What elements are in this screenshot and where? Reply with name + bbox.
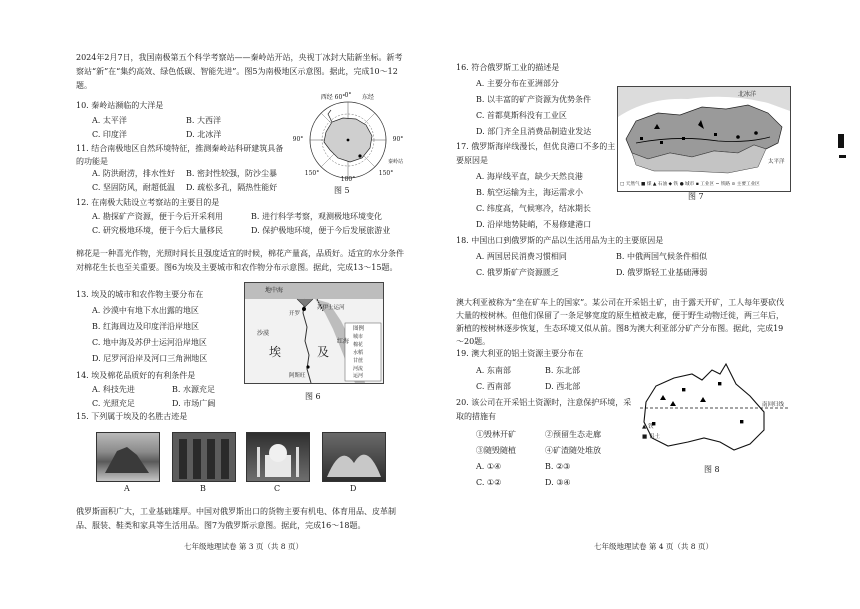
q16-opt-c[interactable]: C. 首都莫斯科没有工业区 xyxy=(476,111,567,120)
fig6-legend-cotton: 棉花 xyxy=(353,342,364,348)
fig6-legend-canal: 运河 xyxy=(353,373,364,379)
q20-item-3: ③随毁随植 xyxy=(476,446,516,455)
fig6-legend-river: 河流 xyxy=(353,366,364,372)
photo-a-shape xyxy=(97,433,159,481)
q13-opt-d[interactable]: D. 尼罗河沿岸及河口三角洲地区 xyxy=(92,354,208,363)
q19-opt-d[interactable]: D. 西北部 xyxy=(545,382,581,391)
q14-opt-b[interactable]: B. 水源充足 xyxy=(172,385,215,394)
fig5-label-180: 180° xyxy=(340,176,356,183)
q12-opt-d[interactable]: D. 保护极地环境，便于今后发展旅游业 xyxy=(251,226,391,235)
photo-b-shape xyxy=(173,433,235,481)
q17-stem: 17. 俄罗斯海岸线漫长，但优良港口不多的主要原因是 xyxy=(456,142,616,165)
q11-opt-a[interactable]: A. 防洪耐涝，排水性好 xyxy=(92,169,175,178)
q15-photo-d[interactable] xyxy=(322,432,386,482)
q17-opt-c[interactable]: C. 纬度高，气候寒冷，结冰期长 xyxy=(476,204,591,213)
fig5-label-w60: 西经 60° xyxy=(320,94,346,101)
fig6-caption: 图 6 xyxy=(305,392,321,401)
fig6-red-sea: 红海 xyxy=(337,338,350,345)
intro-australia: 澳大利亚被称为“坐在矿车上的国家”。某公司在开采铝土矿，由于露天开矿，工人每年要砍伐大量的桉树林。但他们保留了一条足够宽度的原生植被走廊，便于野生动物迁徙，两三年后，新植的桉树林逐步恢复，生态环境又似从前。图8为澳大利亚部分矿产分布图。据此，完成19～20题。 xyxy=(456,298,785,346)
intro-russia: 俄罗斯面积广大，工业基础雄厚。中国对俄罗斯出口的货物主要有机电、体育用品、皮革制品、服装、鞋类和家具等生活用品。图7为俄罗斯示意图。据此，完成16～18题。 xyxy=(76,507,396,530)
q13-opt-b[interactable]: B. 红海周边及印度洋沿岸地区 xyxy=(92,322,199,331)
figure-8-australia-map xyxy=(640,360,790,460)
edge-mark-2 xyxy=(839,155,846,158)
fig5-label-station: 秦岭站 xyxy=(387,159,403,165)
fig5-label-90e: 90° xyxy=(392,136,404,143)
q15-stem: 15. 下列属于埃及的名胜古迹是 xyxy=(76,412,188,421)
q20-opt-d[interactable]: D. ③④ xyxy=(545,478,571,487)
q16-opt-a[interactable]: A. 主要分布在亚洲部分 xyxy=(476,79,559,88)
q12-opt-b[interactable]: B. 进行科学考察，观测极地环境变化 xyxy=(251,212,382,221)
fig6-ji: 及 xyxy=(317,345,330,359)
fig7-caption: 图 7 xyxy=(688,192,704,201)
edge-mark xyxy=(838,134,844,148)
q16-opt-b[interactable]: B. 以丰富的矿产资源为优势条件 xyxy=(476,95,591,104)
q20-opt-a[interactable]: A. ①④ xyxy=(476,462,502,471)
q12-opt-c[interactable]: C. 研究极地环境，便于今后大量移民 xyxy=(92,226,223,235)
q20-item-1: ①毁林开矿 xyxy=(476,430,516,439)
q14-opt-c[interactable]: C. 光照充足 xyxy=(92,399,135,408)
q10-opt-c[interactable]: C. 印度洋 xyxy=(92,130,127,139)
fig6-legend-title: 图例 xyxy=(353,326,365,332)
q17-opt-a[interactable]: A. 海岸线平直，缺少天然良港 xyxy=(476,172,583,181)
figure-7-russia-map xyxy=(617,86,791,192)
fig6-suez: 苏伊士运河 xyxy=(317,305,345,311)
fig8-legend-iron: ▲ 铁 xyxy=(642,424,654,430)
q18-opt-b[interactable]: B. 中俄两国气候条件相似 xyxy=(616,252,707,261)
q15-photo-c[interactable] xyxy=(246,432,310,482)
q18-opt-a[interactable]: A. 两国居民消费习惯相同 xyxy=(476,252,567,261)
q19-opt-c[interactable]: C. 西南部 xyxy=(476,382,511,391)
fig8-tropic-label: 南回归线 xyxy=(762,402,785,408)
q11-opt-b[interactable]: B. 密封性较强，防沙尘暴 xyxy=(186,169,277,178)
q18-opt-d[interactable]: D. 俄罗斯轻工业基础薄弱 xyxy=(616,268,708,277)
q12-stem: 12. 在南极大陆设立考察站的主要目的是 xyxy=(76,198,220,207)
fig6-ai: 埃 xyxy=(269,345,282,359)
q10-opt-d[interactable]: D. 北冰洋 xyxy=(186,130,222,139)
fig7-pacific: 太平洋 xyxy=(768,159,785,165)
q19-stem: 19. 澳大利亚的铝土资源主要分布在 xyxy=(456,349,584,358)
left-page-footer: 七年级地理试卷 第 3 页（共 8 页） xyxy=(184,542,303,551)
q18-opt-c[interactable]: C. 俄罗斯矿产资源匮乏 xyxy=(476,268,559,277)
q15-label-b: B xyxy=(200,484,206,493)
fig8-caption: 图 8 xyxy=(704,465,720,474)
q10-stem: 10. 秦岭站濒临的大洋是 xyxy=(76,101,164,110)
fig6-legend-sugarcane: 甘蔗 xyxy=(353,358,364,364)
q14-opt-d[interactable]: D. 市场广阔 xyxy=(172,399,216,408)
q20-stem: 20. 该公司在开采铝土资源时，注意保护环境，采取的措施有 xyxy=(456,398,632,421)
fig5-label-150e: 150° xyxy=(378,170,394,177)
q20-opt-b[interactable]: B. ②③ xyxy=(545,462,571,471)
fig5-caption: 图 5 xyxy=(334,186,350,195)
fig5-label-90w: 90° xyxy=(292,136,304,143)
fig6-mediterranean: 地中海 xyxy=(265,287,284,294)
q11-opt-c[interactable]: C. 坚固防风，耐超低温 xyxy=(92,183,175,192)
q13-opt-a[interactable]: A. 沙漠中有地下水出露的地区 xyxy=(92,306,199,315)
fig8-legend-bauxite: ■ 铝土 xyxy=(642,434,660,440)
q20-item-2: ②预留生态走廊 xyxy=(545,430,601,439)
australia-map-svg xyxy=(640,360,790,460)
fig5-label-east: 东经 xyxy=(361,94,374,101)
photo-d-shape xyxy=(323,433,385,481)
q10-opt-a[interactable]: A. 太平洋 xyxy=(92,116,127,125)
right-page-footer: 七年级地理试卷 第 4 页（共 8 页） xyxy=(594,542,713,551)
fig6-legend-rice: 水稻 xyxy=(353,350,364,356)
intro-antarctica: 2024年2月7日，我国南极第五个科学考察站——秦岭站开站，央视丁冰封大陆新坐标。新考察站“新”在“集约高效、绿色低碳、智能先进”。图5为南极地区示意图。据此，完成10～12题。 xyxy=(76,53,403,90)
q12-opt-a[interactable]: A. 勘探矿产资源，便于今后开采利用 xyxy=(92,212,223,221)
q11-opt-d[interactable]: D. 疏松多孔，隔热性能好 xyxy=(186,183,278,192)
fig7-legend: □ 天然气 ■ 煤 ▲ 石油 ◆ 铁 ● 城市 ▪ 工业区 ~ 铁路 ⊙ 主要工业区 xyxy=(620,182,760,187)
q11-stem: 11. 结合南极地区自然环境特征，推测秦岭站科研建筑具备的功能是 xyxy=(76,144,284,166)
fig5-label-150w: 150° xyxy=(304,170,320,177)
q16-stem: 16. 符合俄罗斯工业的描述是 xyxy=(456,63,560,72)
fig5-label-0: 0° xyxy=(344,92,352,99)
intro-egypt: 棉花是一种喜光作物，光照时间长且强度适宜的时候，棉花产量高，品质好。适宜的水分条件对棉花生长也至关重要。图6为埃及主要城市和农作物分布示意图。据此，完成13～15题。 xyxy=(76,249,404,272)
q19-opt-a[interactable]: A. 东南部 xyxy=(476,366,511,375)
q15-label-d: D xyxy=(350,484,357,493)
q13-opt-c[interactable]: C. 地中海及苏伊士运河沿岸地区 xyxy=(92,338,207,347)
q20-item-4: ④矿渣随处堆放 xyxy=(545,446,601,455)
fig6-desert: 沙漠 xyxy=(257,330,270,337)
q17-opt-b[interactable]: B. 航空运输为主，海运需求小 xyxy=(476,188,583,197)
q15-label-c: C xyxy=(274,484,281,493)
q16-opt-d[interactable]: D. 部门齐全且消费品制造业发达 xyxy=(476,127,592,136)
q15-photo-a[interactable] xyxy=(96,432,160,482)
figure-5-antarctica-map xyxy=(288,92,408,184)
q17-opt-d[interactable]: D. 沿岸地势陡峭，不易修建港口 xyxy=(476,220,592,229)
fig6-cairo: 开罗 xyxy=(289,311,301,317)
q14-opt-a[interactable]: A. 科技先进 xyxy=(92,385,135,394)
q20-opt-c[interactable]: C. ①② xyxy=(476,478,502,487)
q19-opt-b[interactable]: B. 东北部 xyxy=(545,366,580,375)
fig6-aswan: 阿斯旺 xyxy=(289,373,306,379)
photo-c-shape xyxy=(247,433,309,481)
q18-stem: 18. 中国出口到俄罗斯的产品以生活用品为主的主要原因是 xyxy=(456,236,664,245)
q14-stem: 14. 埃及棉花品质好的有利条件是 xyxy=(76,371,196,380)
fig7-arctic: 北冰洋 xyxy=(738,91,757,98)
q13-stem: 13. 埃及的城市和农作物主要分布在 xyxy=(76,290,204,299)
q10-opt-b[interactable]: B. 大西洋 xyxy=(186,116,221,125)
fig6-legend-city: 城市 xyxy=(353,334,364,340)
q15-photo-b[interactable] xyxy=(172,432,236,482)
russia-map-svg xyxy=(618,87,790,191)
q15-label-a: A xyxy=(124,484,130,493)
figure-6-egypt-map xyxy=(244,282,384,384)
